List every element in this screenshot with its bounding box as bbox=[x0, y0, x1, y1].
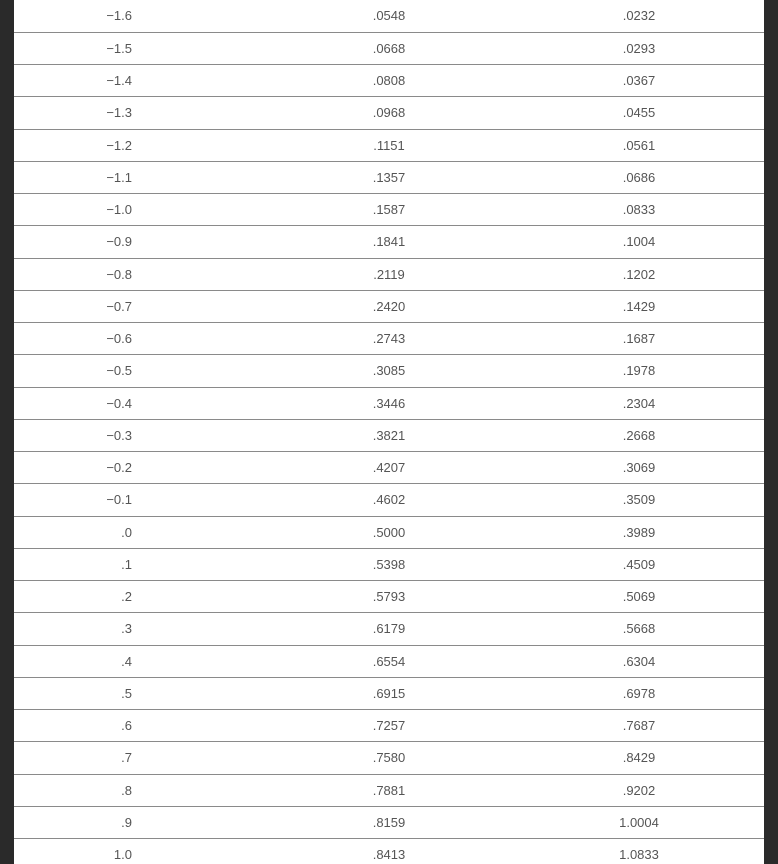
z-value-cell: −1.1 bbox=[14, 161, 264, 193]
ratio-value: .1429 bbox=[622, 298, 656, 314]
ratio-value-cell bbox=[514, 677, 764, 709]
cumulative-probability-value: .7881 bbox=[372, 782, 406, 798]
z-value-cell: .6 bbox=[14, 710, 264, 742]
cumulative-probability-value: .1151 bbox=[373, 137, 405, 153]
cumulative-probability-value: .0548 bbox=[372, 8, 406, 24]
ratio-value: .7687 bbox=[622, 718, 656, 734]
ratio-value-cell bbox=[514, 65, 764, 97]
table-row bbox=[14, 613, 764, 645]
table-row bbox=[14, 516, 764, 548]
ratio-value-cell bbox=[514, 710, 764, 742]
cumulative-probability-cell bbox=[264, 742, 514, 774]
cumulative-probability-value: .6915 bbox=[372, 685, 406, 701]
cumulative-probability-value: .8159 bbox=[372, 814, 406, 830]
table-row bbox=[14, 323, 764, 355]
cumulative-probability-cell bbox=[264, 194, 514, 226]
table-row bbox=[14, 677, 764, 709]
ratio-value-cell bbox=[514, 452, 764, 484]
cumulative-probability-value: .8413 bbox=[372, 847, 406, 863]
z-value-cell: −0.8 bbox=[14, 258, 264, 290]
cumulative-probability-cell bbox=[264, 419, 514, 451]
ratio-value-cell bbox=[514, 613, 764, 645]
ratio-value: .1687 bbox=[622, 331, 656, 347]
ratio-value-cell bbox=[514, 0, 764, 32]
cumulative-probability-cell bbox=[264, 548, 514, 580]
ratio-value-cell bbox=[514, 484, 764, 516]
z-value-cell: .8 bbox=[14, 774, 264, 806]
ratio-value-cell bbox=[514, 97, 764, 129]
cumulative-probability-cell bbox=[264, 97, 514, 129]
ratio-value-cell bbox=[514, 258, 764, 290]
cumulative-probability-cell bbox=[264, 0, 514, 32]
z-value-cell: −1.5 bbox=[14, 32, 264, 64]
ratio-value: .2668 bbox=[622, 427, 656, 443]
ratio-value: .2304 bbox=[622, 395, 656, 411]
cumulative-probability-value: .4207 bbox=[372, 460, 406, 476]
ratio-value-cell bbox=[514, 129, 764, 161]
cumulative-probability-value: .6179 bbox=[372, 621, 406, 637]
cumulative-probability-cell bbox=[264, 452, 514, 484]
cumulative-probability-cell bbox=[264, 839, 514, 864]
table-row bbox=[14, 65, 764, 97]
ratio-value: .0293 bbox=[622, 40, 656, 56]
cumulative-probability-value: .0668 bbox=[372, 40, 406, 56]
cumulative-probability-value: .4602 bbox=[372, 492, 406, 508]
ratio-value-cell bbox=[514, 161, 764, 193]
ratio-value-cell bbox=[514, 355, 764, 387]
cumulative-probability-value: .2420 bbox=[372, 298, 406, 314]
z-value-cell: .2 bbox=[14, 581, 264, 613]
cumulative-probability-value: .3821 bbox=[372, 427, 406, 443]
table-row bbox=[14, 194, 764, 226]
table-row bbox=[14, 258, 764, 290]
table-row bbox=[14, 226, 764, 258]
ratio-value-cell bbox=[514, 516, 764, 548]
cumulative-probability-cell bbox=[264, 677, 514, 709]
ratio-value-cell bbox=[514, 774, 764, 806]
ratio-value-cell bbox=[514, 548, 764, 580]
ratio-value: .0232 bbox=[622, 8, 656, 24]
table-row bbox=[14, 32, 764, 64]
cumulative-probability-cell bbox=[264, 290, 514, 322]
cumulative-probability-cell bbox=[264, 710, 514, 742]
cumulative-probability-cell bbox=[264, 32, 514, 64]
cumulative-probability-value: .0968 bbox=[372, 105, 406, 121]
table-row bbox=[14, 387, 764, 419]
z-value-cell: .5 bbox=[14, 677, 264, 709]
ratio-value-cell bbox=[514, 581, 764, 613]
cumulative-probability-value: .1357 bbox=[372, 169, 406, 185]
table-row bbox=[14, 710, 764, 742]
cumulative-probability-value: .5793 bbox=[372, 589, 406, 605]
table-row bbox=[14, 419, 764, 451]
table-row bbox=[14, 742, 764, 774]
z-value-cell: −0.5 bbox=[14, 355, 264, 387]
z-value-cell: .3 bbox=[14, 613, 264, 645]
ratio-value: .0455 bbox=[622, 105, 656, 121]
cumulative-probability-cell bbox=[264, 161, 514, 193]
ratio-value-cell bbox=[514, 226, 764, 258]
ratio-value: .6304 bbox=[622, 653, 656, 669]
cumulative-probability-value: .7580 bbox=[372, 750, 406, 766]
ratio-value: .3509 bbox=[622, 492, 656, 508]
ratio-value-cell bbox=[514, 806, 764, 838]
cumulative-probability-value: .3085 bbox=[372, 363, 406, 379]
z-value-cell: .9 bbox=[14, 806, 264, 838]
table-row bbox=[14, 806, 764, 838]
table-row bbox=[14, 290, 764, 322]
z-value-cell: −0.2 bbox=[14, 452, 264, 484]
ratio-value-cell bbox=[514, 387, 764, 419]
z-value-cell: .1 bbox=[14, 548, 264, 580]
table-row bbox=[14, 484, 764, 516]
cumulative-probability-cell bbox=[264, 774, 514, 806]
z-value-cell: −0.1 bbox=[14, 484, 264, 516]
cumulative-probability-cell bbox=[264, 613, 514, 645]
ratio-value: 1.0833 bbox=[619, 847, 659, 863]
cumulative-probability-cell bbox=[264, 65, 514, 97]
z-value-cell: −1.3 bbox=[14, 97, 264, 129]
ratio-value: .5668 bbox=[622, 621, 656, 637]
ratio-value: 1.0004 bbox=[619, 814, 659, 830]
z-value-cell: .0 bbox=[14, 516, 264, 548]
table-row bbox=[14, 161, 764, 193]
cumulative-probability-cell bbox=[264, 516, 514, 548]
table-row bbox=[14, 97, 764, 129]
ratio-value: .3069 bbox=[622, 460, 656, 476]
ratio-value-cell bbox=[514, 323, 764, 355]
cumulative-probability-value: .0808 bbox=[372, 73, 406, 89]
table-row bbox=[14, 355, 764, 387]
ratio-value: .1978 bbox=[622, 363, 656, 379]
table-row bbox=[14, 548, 764, 580]
cumulative-probability-value: .1841 bbox=[372, 234, 406, 250]
ratio-value-cell bbox=[514, 419, 764, 451]
ratio-value: .1004 bbox=[622, 234, 656, 250]
table-row bbox=[14, 452, 764, 484]
z-value-cell: −0.4 bbox=[14, 387, 264, 419]
ratio-value: .6978 bbox=[622, 685, 656, 701]
z-value-cell: .7 bbox=[14, 742, 264, 774]
ratio-value: .0367 bbox=[622, 73, 656, 89]
ratio-value: .0833 bbox=[622, 202, 656, 218]
table-row bbox=[14, 645, 764, 677]
cumulative-probability-value: .1587 bbox=[372, 202, 406, 218]
cumulative-probability-value: .3446 bbox=[372, 395, 406, 411]
ratio-value: .9202 bbox=[622, 782, 656, 798]
z-value-cell: −1.2 bbox=[14, 129, 264, 161]
ratio-value-cell bbox=[514, 290, 764, 322]
ratio-value: .1202 bbox=[622, 266, 656, 282]
cumulative-probability-cell bbox=[264, 355, 514, 387]
ratio-value-cell bbox=[514, 645, 764, 677]
table-row bbox=[14, 774, 764, 806]
table-row bbox=[14, 129, 764, 161]
cumulative-probability-cell bbox=[264, 806, 514, 838]
cumulative-probability-cell bbox=[264, 129, 514, 161]
z-value-cell: 1.0 bbox=[113, 847, 132, 863]
z-value-cell: −1.4 bbox=[14, 65, 264, 97]
cumulative-probability-cell bbox=[264, 484, 514, 516]
table-body bbox=[14, 0, 764, 864]
ratio-value: .5069 bbox=[622, 589, 656, 605]
cumulative-probability-value: .2743 bbox=[372, 331, 406, 347]
z-value-cell: −1.0 bbox=[14, 194, 264, 226]
cumulative-probability-cell bbox=[264, 226, 514, 258]
ratio-value: .0686 bbox=[622, 169, 656, 185]
ratio-value-cell bbox=[514, 194, 764, 226]
cumulative-probability-value: .7257 bbox=[372, 718, 406, 734]
z-value-cell: −1.6 bbox=[14, 0, 264, 32]
cumulative-probability-value: .5398 bbox=[372, 556, 406, 572]
cumulative-probability-value: .5000 bbox=[372, 524, 406, 540]
z-value-cell: −0.9 bbox=[14, 226, 264, 258]
cumulative-probability-cell bbox=[264, 323, 514, 355]
ratio-value-cell bbox=[514, 742, 764, 774]
ratio-value: .3989 bbox=[622, 524, 656, 540]
z-value-table bbox=[14, 0, 764, 864]
z-value-cell: −0.6 bbox=[14, 323, 264, 355]
ratio-value-cell bbox=[514, 32, 764, 64]
cumulative-probability-cell bbox=[264, 581, 514, 613]
ratio-value-cell bbox=[514, 839, 764, 864]
table-row bbox=[14, 839, 764, 864]
z-value-cell: −0.3 bbox=[14, 419, 264, 451]
cumulative-probability-cell bbox=[264, 258, 514, 290]
z-value-cell: −0.7 bbox=[14, 290, 264, 322]
ratio-value: .8429 bbox=[622, 750, 656, 766]
table-row bbox=[14, 581, 764, 613]
cumulative-probability-value: .6554 bbox=[372, 653, 406, 669]
cumulative-probability-value: .2119 bbox=[373, 266, 405, 282]
cumulative-probability-cell bbox=[264, 387, 514, 419]
cumulative-probability-cell bbox=[264, 645, 514, 677]
table-row bbox=[14, 0, 764, 32]
ratio-value: .4509 bbox=[622, 556, 656, 572]
document-page bbox=[14, 0, 764, 864]
ratio-value: .0561 bbox=[622, 137, 656, 153]
z-value-cell: .4 bbox=[14, 645, 264, 677]
